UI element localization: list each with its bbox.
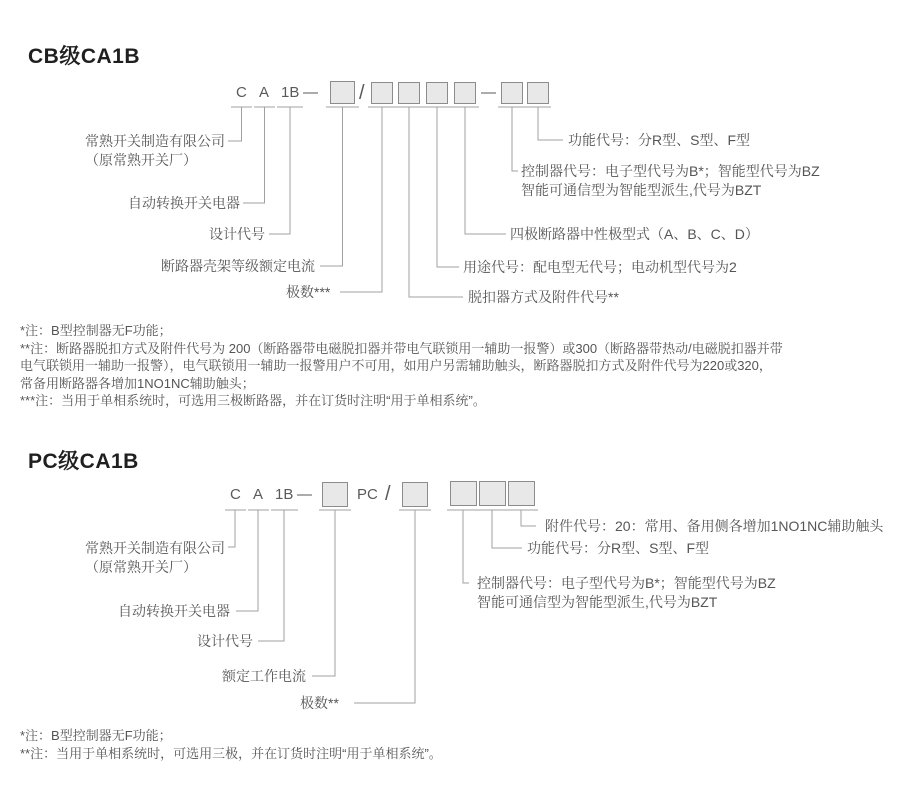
pc-label-company-line1: 常熟开关制造有限公司 bbox=[85, 540, 225, 556]
pc-label-controller-line2: 智能可通信型为智能型派生,代号为BZT bbox=[477, 594, 718, 610]
pc-code-box-1 bbox=[322, 482, 348, 507]
pc-code-box-4 bbox=[479, 481, 506, 506]
cb-note-line: ***注：当用于单相系统时，可选用三极断路器，并在订货时注明“用于单相系统”。 bbox=[20, 393, 486, 408]
cb-code-box-2 bbox=[371, 82, 393, 104]
pc-label-rated-current: 额定工作电流 bbox=[222, 668, 306, 684]
pc-label-controller-line1: 控制器代号：电子型代号为B*；智能型代号为BZ bbox=[477, 575, 776, 591]
pc-model-pc-text: PC bbox=[357, 486, 378, 503]
cb-note-line: 常备用断路器各增加1NO1NC辅助触头； bbox=[20, 375, 255, 391]
pc-section-title: PC级CA1B bbox=[28, 450, 139, 473]
pc-model-char-c: C bbox=[230, 486, 241, 503]
pc-code-box-3 bbox=[450, 481, 477, 506]
pc-model-slash: / bbox=[385, 483, 391, 505]
cb-code-box-3 bbox=[398, 82, 420, 104]
pc-label-poles: 极数** bbox=[300, 695, 339, 711]
cb-note-line: 电气联锁用一辅助一报警），电气联锁用一辅助一报警用户不可用，如用户另需辅助触头，断路器脱扣方式及附件代号为220或320， bbox=[20, 358, 772, 373]
cb-label-function-code: 功能代号：分R型、S型、F型 bbox=[568, 132, 750, 148]
pc-label-controller-code bbox=[477, 574, 776, 612]
cb-model-char-1b: 1B bbox=[281, 84, 300, 101]
cb-label-design-code: 设计代号 bbox=[209, 226, 265, 242]
pc-model-char-a: A bbox=[253, 486, 264, 503]
pc-label-design-code: 设计代号 bbox=[197, 633, 253, 649]
cb-model-char-a: A bbox=[259, 84, 270, 101]
cb-label-ats: 自动转换开关电器 bbox=[128, 195, 240, 211]
cb-code-box-5 bbox=[454, 82, 476, 104]
pc-code-box-5 bbox=[508, 481, 535, 506]
pc-model-char-1b: 1B bbox=[275, 486, 294, 503]
pc-label-ats: 自动转换开关电器 bbox=[118, 603, 230, 619]
cb-label-controller-line2: 智能可通信型为智能型派生,代号为BZT bbox=[521, 182, 762, 198]
cb-code-box-7 bbox=[527, 82, 549, 104]
cb-model-dash-1: — bbox=[303, 84, 318, 101]
pc-note-line: **注：当用于单相系统时，可选用三极，并在订货时注明“用于单相系统”。 bbox=[20, 746, 442, 761]
cb-note-line: *注：B型控制器无F功能； bbox=[20, 323, 172, 338]
cb-label-controller-line1: 控制器代号：电子型代号为B*；智能型代号为BZ bbox=[521, 163, 820, 179]
cb-label-company-line1: 常熟开关制造有限公司 bbox=[85, 133, 225, 149]
cb-label-poles: 极数*** bbox=[286, 284, 331, 300]
cb-label-frame-current: 断路器壳架等级额定电流 bbox=[161, 258, 315, 274]
cb-label-company bbox=[85, 132, 225, 170]
pc-label-company-line2: （原常熟开关厂） bbox=[85, 559, 197, 575]
pc-notes bbox=[20, 727, 442, 763]
cb-label-neutral-pole: 四极断路器中性极型式（A、B、C、D） bbox=[510, 226, 759, 242]
pc-note-line: *注：B型控制器无F功能； bbox=[20, 728, 172, 743]
cb-model-char-c: C bbox=[236, 84, 247, 101]
cb-notes bbox=[20, 322, 783, 410]
pc-model-dash: — bbox=[297, 486, 312, 503]
cb-label-controller-code bbox=[521, 162, 820, 200]
pc-label-function-code: 功能代号：分R型、S型、F型 bbox=[527, 540, 709, 556]
pc-label-accessory-code: 附件代号：20：常用、备用侧各增加1NO1NC辅助触头 bbox=[545, 518, 884, 534]
cb-model-dash-2: — bbox=[481, 84, 496, 101]
cb-label-usage-code: 用途代号：配电型无代号；电动机型代号为2 bbox=[463, 259, 737, 275]
cb-code-box-1 bbox=[330, 81, 355, 104]
cb-label-trip-accessory: 脱扣器方式及附件代号** bbox=[468, 289, 619, 305]
cb-note-line: **注：断路器脱扣方式及附件代号为 200（断路器带电磁脱扣器并带电气联锁用一辅助一报警）或300（断路器带热动/电磁脱扣器并带 bbox=[20, 340, 783, 356]
pc-code-box-2 bbox=[402, 482, 428, 507]
cb-code-box-4 bbox=[426, 82, 448, 104]
cb-label-company-line2: （原常熟开关厂） bbox=[85, 152, 197, 168]
pc-label-company bbox=[85, 539, 225, 577]
cb-section-title: CB级CA1B bbox=[28, 45, 141, 68]
cb-code-box-6 bbox=[501, 82, 523, 104]
cb-model-slash: / bbox=[359, 82, 365, 104]
